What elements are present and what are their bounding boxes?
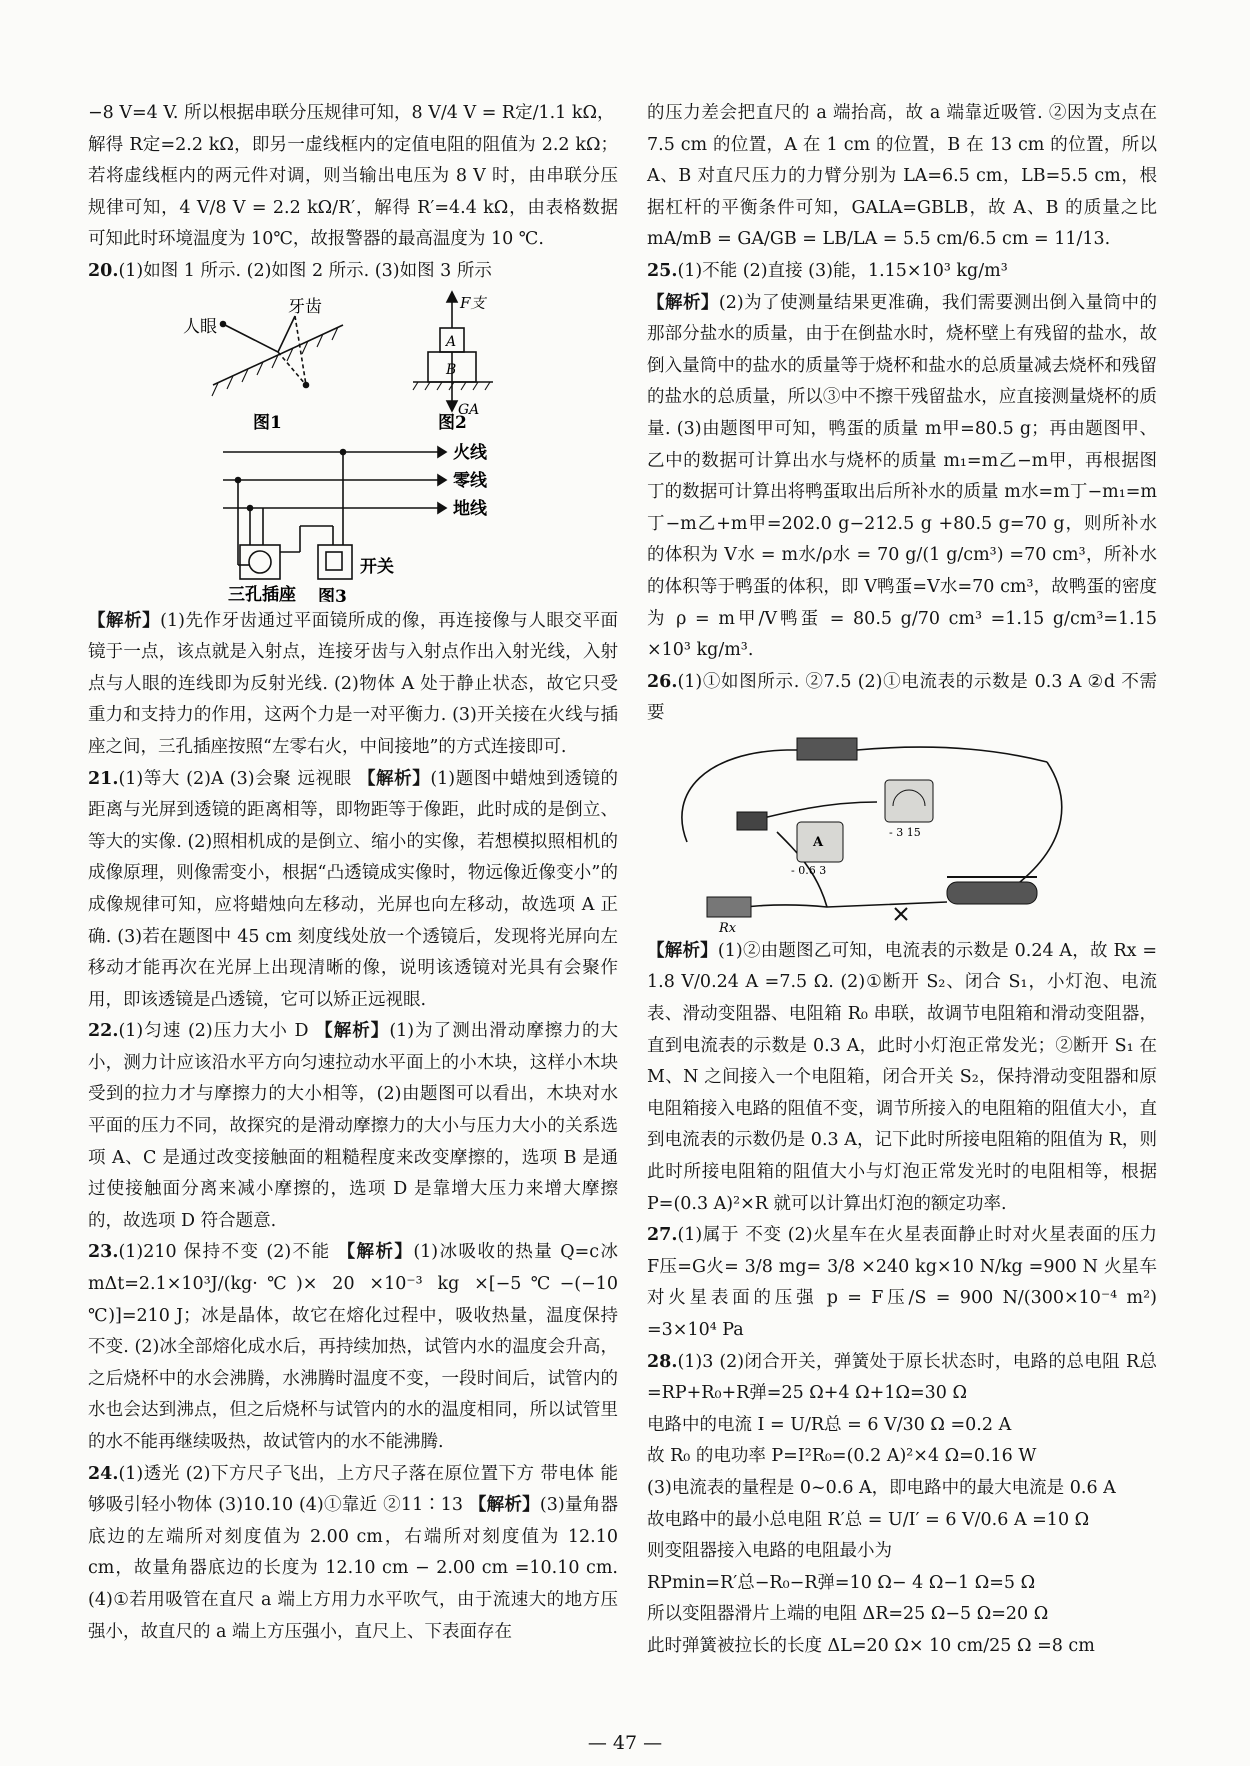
ammeter-range: - 0.6 3 [791,863,827,877]
analysis-tag: 【解析】 [468,1495,540,1516]
answer-text: (1)如图 1 所示. (2)如图 2 所示. (3)如图 3 所示 [118,260,492,281]
analysis-text: (1)②由题图乙可知，电流表的示数是 0.24 A，故 Rx = 1.8 V/0.24 A =7.5 Ω. (2)①断开 S₂、闭合 S₁，小灯泡、电流表、滑动变阻器、电阻箱 R₀ 串联，故调节电阻箱和滑动变阻器，直到电流表的示数是 0.3 A，此时小灯泡正常发光；②断开 S₁ 在 M、N 之间接入一个电阻箱，闭合开关 S₂，保持滑动变阻器和原电阻箱接入电路的阻值不变，调节所接入的电阻箱的阻值大小，直到电流表的示数仍是 0.3 A，记下此时所接电阻箱的阻值为 R，则此时所接电阻箱的阻值大小与灯泡正常发光时的电阻相等，根据 P=(0.3 A)²×R 就可以计算出灯泡的额定功率. [647,940,1158,1214]
fig2-gravity: GA [458,401,480,418]
analysis-tag: 【解析】 [647,292,719,313]
question-20 [88,256,618,288]
answer-text: (1)①如图所示. ②7.5 (2)①电流表的示数是 0.3 A ②d 不需要 [647,671,1157,724]
cross-mark [895,908,907,920]
question-23 [88,1237,618,1458]
fig3-socket-label: 三孔插座 [228,584,296,602]
figure-26-circuit [647,732,1157,932]
fig1-caption: 图1 [253,412,282,433]
question-number: 26. [647,671,678,692]
analysis-tag: 【解析】 [88,610,161,631]
question-number: 21. [88,768,119,789]
text-line: 则变阻器接入电路的电阻最小为 [647,1541,892,1562]
question-24 [88,1459,618,1649]
text-line: 故 R₀ 的电功率 P=I²R₀=(0.2 A)²×4 Ω=0.16 W [647,1446,1037,1467]
answer-text: (1)匀速 (2)压力大小 D [118,1021,316,1042]
fig2-caption: 图2 [438,412,467,433]
analysis-tag: 【解析】 [357,768,431,789]
analysis-26 [647,936,1157,1220]
figures-1-2-3 [88,290,618,602]
text-block: 的压力差会把直尺的 a 端抬高，故 a 端靠近吸管. ②因为支点在 7.5 cm 的位置，A 在 1 cm 的位置，B 在 13 cm 的位置，所以 A、B 对直尺压力的力臂分别为 LA=6.5 cm，LB=5.5 cm，根据杠杆的平衡条件可知，GALA=GBLB，故 A、B 的质量之比 mA/mB = GA/GB = LB/LA = 5.5 cm/6.5 cm = 11/13. [647,103,1157,250]
answer-text: (1)不能 (2)直接 (3)能，1.15×10³ kg/m³ [677,260,1008,281]
battery-icon [797,738,857,760]
answer-text: (1)3 (2)闭合开关，弹簧处于原长状态时，电路的总电阻 R总=RP+R₀+R弹=25 Ω+4 Ω+1Ω=30 Ω [647,1351,1157,1404]
fig2-support-force: F支 [460,293,486,312]
rheostat-icon [947,882,1037,904]
question-number: 25. [647,260,678,281]
question-28 [647,1347,1157,1410]
text-line: 此时弹簧被拉长的长度 ΔL=20 Ω× 10 cm/25 Ω =8 cm [647,1635,1095,1656]
question-number: 20. [88,260,119,281]
question-21 [88,764,618,1017]
analysis-text: (1)冰吸收的热量 Q=c冰 mΔt=2.1×10³J/(kg·℃)× 20 ×10⁻³ kg ×[−5℃−(−10 ℃)]=210 J；冰是晶体，故它在熔化过程中，吸收热量，温度保持不变. (2)冰全部熔化成水后，再持续加热，试管内水的温度会升高，之后烧杯中的水会沸腾，水沸腾时温度不变，一段时间后，试管内的水也会达到沸点，但之后烧杯与试管内的水的温度相同，所以试管里的水不能再继续吸热，故试管内的水不能沸腾. [88,1242,618,1452]
text-line: RPmin=R′总−R₀−R弹=10 Ω− 4 Ω−1 Ω=5 Ω [647,1572,1036,1593]
text-line: 电路中的电流 I = U/R总 = 6 V/30 Ω =0.2 A [647,1414,1012,1435]
question-number: 27. [647,1225,678,1246]
question-26 [647,667,1157,730]
answer-text: (1)210 保持不变 (2)不能 [118,1242,338,1263]
question-number: 23. [88,1242,119,1263]
page-number: 47 [612,1732,638,1754]
switch-icon [737,812,767,830]
left-column [88,98,618,1648]
page-footer: — 47 — [587,1732,663,1754]
fig1-eye-label: 人眼 [183,316,217,337]
analysis-20 [88,606,618,764]
analysis-text: (2)为了使测量结果更准确，我们需要测出倒入量筒中的那部分盐水的质量，由于在倒盐水时，烧杯壁上有残留的盐水，故倒入量筒中的盐水的质量等于烧杯和盐水的总质量减去烧杯和残留的盐水的总质量，所以③中不擦干残留盐水，应直接测量烧杯的质量. (3)由题图甲可知，鸭蛋的质量 m甲=80.5 g；再由题图甲、乙中的数据可计算出水与烧杯的质量 m₁=m乙−m甲，再根据图丁的数据可计算出将鸭蛋取出后所补水的质量 m水=m丁−m₁=m丁−m乙+m甲=202.0 g−212.5 g +80.5 g=70 g，则所补水的体积为 V水 = m水/ρ水 = 70 g/(1 g/cm³) =70 cm³，所补水的体积等于鸭蛋的体积，即 V鸭蛋=V水=70 cm³，故鸭蛋的密度为 ρ = m甲/V鸭蛋 = 80.5 g/70 cm³ =1.15 g/cm³=1.15 ×10³ kg/m³. [647,292,1157,661]
analysis-text: (1)先作牙齿通过平面镜所成的像，再连接像与人眼交平面镜于一点，该点就是入射点，连接牙齿与入射点作出入射光线，入射点与人眼的连线即为反射光线. (2)物体 A 处于静止状态，故它只受重力和支持力的作用，这两个力是一对平衡力. (3)开关接在火线与插座之间，三孔插座按照“左零右火，中间接地”的方式连接即可. [88,610,618,757]
voltmeter-icon [885,780,933,822]
voltmeter-range: - 3 15 [889,825,921,839]
question-number: 24. [88,1463,119,1484]
analysis-tag: 【解析】 [647,940,718,961]
ammeter-symbol: A [813,834,824,850]
figure-1-mirror [212,316,343,396]
circuit-photo-diagram [647,732,1157,932]
fig3-live-wire: 火线 [453,442,487,463]
question-22 [88,1016,618,1237]
analysis-text: (1)题图中蜡烛到透镜的距离与光屏到透镜的距离相等，即物距等于像距，此时成的是倒立、等大的实像. (2)照相机成的是倒立、缩小的实像，若想模拟照相机的成像原理，则像需变小，根据“凸透镜成实像时，物远像近像变小”的成像规律可知，应将蜡烛向左移动，光屏也向左移动，故选项 A 正确. (3)若在题图中 45 cm 刻度线处放一个透镜后，发现将光屏向左移动才能再次在光屏上出现清晰的像，说明该透镜对光具有会聚作用，即该透镜是凸透镜，它可以矫正远视眼. [88,768,618,1010]
fig3-caption: 图3 [318,586,347,602]
analysis-tag: 【解析】 [337,1242,414,1263]
question-25 [647,256,1157,288]
fig1-tooth-label: 牙齿 [288,296,322,317]
resistor-label: Rx [719,920,737,932]
question-27 [647,1220,1157,1346]
fig3-neutral-wire: 零线 [453,470,487,491]
answer-text: (1)等大 (2)A (3)会聚 远视眼 [118,768,358,789]
text-line: 所以变阻器滑片上端的电阻 ΔR=25 Ω−5 Ω=20 Ω [647,1604,1049,1625]
resistor-icon [707,897,751,917]
analysis-text: (3)量角器底边的左端所对刻度值为 2.00 cm，右端所对刻度值为 12.10 cm，故量角器底边的长度为 12.10 cm − 2.00 cm =10.10 cm. (4)①若用吸管在直尺 a 端上方用力水平吹气，由于流速大的地方压强小，故直尺的 a 端上方压强小，直尺上、下表面存在 [88,1495,619,1642]
fig3-switch-label: 开关 [360,556,394,577]
analysis-25 [647,288,1157,667]
text-block: −8 V=4 V. 所以根据串联分压规律可知，8 V/4 V = R定/1.1 kΩ， [88,103,615,123]
fig2-block-a: A [446,333,457,350]
figure-3-wiring [223,447,446,579]
answer-text: (1)透光 (2)下方尺子飞出，上方尺子落在原位置下方 带电体 能够吸引轻小物体 (3)10.10 (4)①靠近 ②11∶13 [88,1463,618,1516]
fig2-block-b: B [446,361,457,378]
physics-diagrams [88,290,618,602]
text-line: (3)电流表的量程是 0~0.6 A，即电路中的最大电流是 0.6 A [647,1477,1116,1498]
analysis-text: (1)为了测出滑动摩擦力的大小，测力计应该沿水平方向匀速拉动水平面上的小木块，这样小木块受到的拉力才与摩擦力的大小相等，(2)由题图可以看出，木块对水平面的压力不同，故探究的是滑动摩擦力的大小与压力大小的关系选项 A、C 是通过改变接触面的粗糙程度来改变摩擦的，选项 B 是通过使接触面分离来减小摩擦的，选项 D 是靠增大压力来增大摩擦的，故选项 D 符合题意. [88,1021,619,1231]
question-number: 28. [647,1351,678,1372]
analysis-tag: 【解析】 [315,1021,390,1042]
question-number: 22. [88,1021,119,1042]
text-line: 故电路中的最小总电阻 R′总 = U/I′ = 6 V/0.6 A =10 Ω [647,1509,1090,1530]
text-block: 解得 R定=2.2 kΩ，即另一虚线框内的定值电阻的阻值为 2.2 kΩ；若将虚线框内的两元件对调，则当输出电压为 8 V 时，由串联分压规律可知，4 V/8 V = 2.2 kΩ/R′，解得 R′=4.4 kΩ，由表格数据可知此时环境温度为 10℃，故报警器的最高温度为 10 ℃. [88,134,618,250]
right-column [647,98,1157,1663]
answer-text: (1)属于 不变 (2)火星车在火星表面静止时对火星表面的压力 F压=G火= 3/8 mg= 3/8 ×240 kg×10 N/kg =900 N 火星车对火星表面的压强 p = F压/S = 900 N/(300×10⁻⁴ m²) =3×10⁴ Pa [647,1225,1157,1340]
fig3-ground-wire: 地线 [453,498,487,519]
